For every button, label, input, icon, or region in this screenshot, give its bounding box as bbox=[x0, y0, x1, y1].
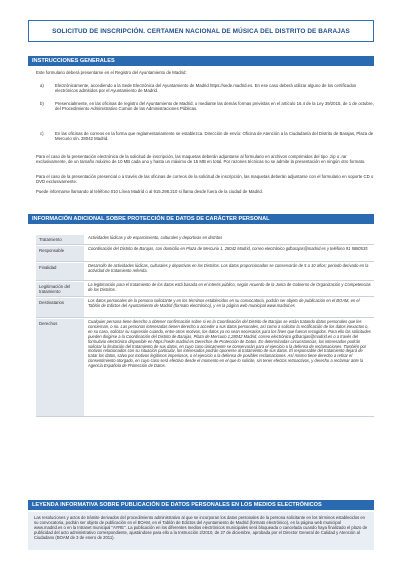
list-item-text: Electrónicamente, accediendo a la Sede Electrónica del Ayuntamiento de Madrid https://sede.madrid.es. En ese caso deberá utilizar alguno de los certificados electrónicos admitidos por el Ayuntamiento de Madrid. bbox=[55, 83, 357, 94]
table-row bbox=[36, 298, 374, 318]
table-row bbox=[36, 235, 374, 245]
row-key: Destinatarios bbox=[36, 298, 84, 317]
list-item bbox=[40, 131, 376, 147]
row-value: Los datos personales de la persona solicitante y en los términos establecidos en su convocatoria, podrán ser objeto de publicación en el BOAM, en el Tablón de Edictos del Ayuntamiento de Madrid (formato electrónico), y en la página web municipal www.madrid.es bbox=[88, 298, 360, 308]
row-key: Legitimación del tratamiento bbox=[36, 282, 84, 296]
section-heading-leyenda: LEYENDA INFORMATIVA SOBRE PUBLICACIÓN DE DATOS PERSONALES EN LOS MEDIOS ELECTRÓNICOS bbox=[28, 500, 374, 510]
table-row bbox=[36, 263, 374, 281]
row-value: Actividades lúdicas y de esparcimiento, culturales y deportivas en distritos bbox=[88, 235, 223, 240]
list-item-label: b) bbox=[40, 101, 44, 106]
table-row bbox=[36, 246, 374, 262]
list-item-text: Presencialmente, en las oficinas de registro del Ayuntamiento de Madrid, o mediante las demás formas previstas en el artículo 16.4 de la Ley 39/2015, de 1 de octubre, del Procedimiento Administrativo Común de las Administraciones Públicas. bbox=[55, 101, 374, 112]
list-item-text: En las oficinas de correos en la forma que reglamentariamente se establezca. Dirección de envío: Oficina de Atención a la Ciudadanía del Distrito de Barajas, Plaza de Mercurio s/n. 28042 Madrid. bbox=[55, 131, 374, 142]
table-row bbox=[36, 282, 374, 297]
row-key: Derechos bbox=[36, 319, 84, 416]
row-key: Finalidad bbox=[36, 263, 84, 280]
row-value: La legitimación para el tratamiento de los datos está basada en el interés público, según Acuerdo de la Junta de Gobierno de Organización y Competencias de los Distritos. bbox=[88, 282, 371, 292]
page-title: SOLICITUD DE INSCRIPCIÓN. CERTAMEN NACIONAL DE MÚSICA DEL DISTRITO DE BARAJAS bbox=[52, 27, 350, 35]
row-key: Tratamiento bbox=[36, 235, 84, 244]
paragraph-electronic: Para el caso de la presentación electrónica de la solicitud de inscripción, las maquetas deberán adjuntarse al formulario en archivos comprimidos del tipo .zip o .rar exclusivamente, de un tamaño máximo de 10 MB cada uno y hasta un máximo de 15 MB en total. Por razones técnicas no se admite la presentación en ningún otro formato. bbox=[36, 154, 366, 165]
list-item-label: a) bbox=[40, 83, 44, 88]
list-item bbox=[40, 83, 376, 99]
paragraph-phone: Puede informarse llamando al teléfono 010 Línea Madrid o al 915.298.210 si llama desde fuera de la ciudad de Madrid. bbox=[36, 189, 263, 194]
row-value: Desarrollo de actividades lúdicas, culturales y deportivas en los Distritos. Los datos proporcionados se conservarán de 5 a 10 años; periodo derivado en la actividad de tratamiento referida. bbox=[88, 263, 369, 273]
title-box bbox=[28, 20, 374, 42]
list-item-label: c) bbox=[40, 131, 44, 136]
table-row bbox=[36, 319, 374, 417]
intro-text: Este formulario deberá presentarse en el Registro del Ayuntamiento de Madrid: bbox=[36, 70, 187, 75]
paragraph-presencial: Para el caso de la presentación presencial o a través de las oficinas de correos de la solicitud de inscripción, las maquetas deberán adjuntarse con el formulario en soporte CD o DVD exclusivamente. bbox=[36, 174, 374, 185]
section-heading-proteccion: INFORMACIÓN ADICIONAL SOBRE PROTECCIÓN DE DATOS DE CARÁCTER PERSONAL bbox=[28, 214, 374, 224]
legend-box bbox=[28, 512, 374, 550]
row-value: Cualquier persona tiene derecho a obtener confirmación sobre si en la Coordinación del Distrito de Barajas se están tratando datos personales que les conciernan, o no. Las personas interesadas tienen derecho a acceder a sus datos personales, así como a solicitar la rectificación de los datos inexactos o, en su caso, solicitar su supresión cuando, entre otros motivos, los datos ya no sean necesarios para los fines que fueron recogidos. Para ello las solicitudes pueden dirigirse a la Coordinación del Distrito de Barajas, Plaza de Mercurio 1,28042 Madrid, correo electrónico gdbarajas@madrid.es o a través del formulario electrónico disponible en https://sede.madrid.es Derechos de Protección de Datos. En determinadas circunstancias, los interesados podrán solicitar la limitación del tratamiento de sus datos, en cuyo caso únicamente se conservarán para el ejercicio o la defensa de reclamaciones. También por motivos relacionados con su situación particular, los interesados podrán oponerse al tratamiento de sus datos. El responsable del tratamiento dejará de tratar los datos, salvo por motivos legítimos imperiosos, o el ejercicio o la defensa de posibles reclamaciones. Así mismo tiene derecho a retirar el consentimiento otorgado, en cuyo caso será efectivo desde el momento en el que lo solicite, sin tener efectos retroactivos, y derecho a reclamar ante la Agencia Española de Protección de Datos. bbox=[88, 319, 371, 369]
legend-text: Las resoluciones y actos de trámite derivados del procedimiento administrativo al que se incorporan los datos personales de la persona solicitante en los términos establecidos en su convocatoria, podrán ser objeto de publicación en el BOAM, en el Tablón de Edictos del Ayuntamiento de Madrid (formato electrónico), en la página web municipal www.madrid.es o en la Intranet municipal "AYRE". La publicación en los diferentes medios electrónicos municipales será bloqueada o cancelada cuando haya finalizado el plazo de publicidad del acto administrativo correspondiente, ajustándose para ello a la Instrucción 2/2010, de 27 de diciembre, aprobada por el Director General de Calidad y Atención al Ciudadano (BOAM de 3 de enero de 2011). bbox=[34, 515, 368, 540]
section-heading-instrucciones: INSTRUCCIONES GENERALES bbox=[28, 56, 374, 66]
row-value: Coordinación del Distrito de Barajas, con domicilio en Plaza de Mercurio 1, 28042 Madrid, correo electrónico gdbarajas@madrid.es y teléfono 91 5880535 bbox=[88, 246, 368, 251]
row-key: Responsable bbox=[36, 246, 84, 261]
list-item bbox=[40, 101, 376, 121]
